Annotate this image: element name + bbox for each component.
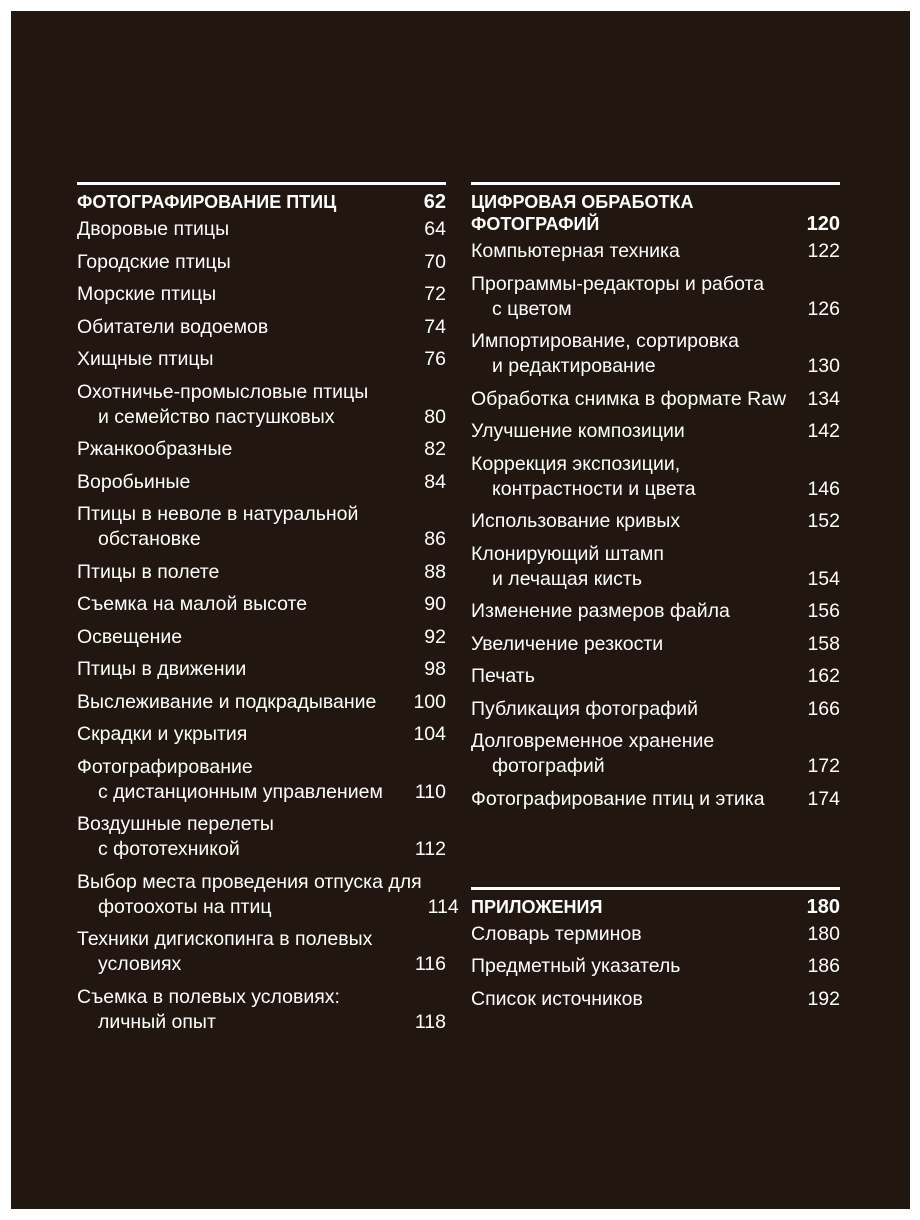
- toc-entry[interactable]: [471, 987, 840, 1012]
- entry-page-number: 116: [414, 953, 446, 975]
- entry-page-number: 100: [413, 690, 446, 713]
- entry-title: [471, 387, 786, 412]
- toc-entry[interactable]: [77, 380, 446, 430]
- entry-title: [77, 690, 376, 715]
- entry-title-line: Птицы в полете: [77, 560, 220, 583]
- toc-entry[interactable]: [77, 690, 446, 715]
- entry-title: [471, 922, 642, 947]
- toc-entry[interactable]: [77, 625, 446, 650]
- entry-title-line: Освещение: [77, 625, 183, 648]
- entry-title: [77, 502, 358, 552]
- toc-entry[interactable]: [471, 954, 840, 979]
- entry-title-line: Коррекция экспозиции,: [471, 452, 681, 475]
- entry-page-number: 134: [807, 387, 840, 410]
- entry-page-number: 76: [424, 348, 446, 370]
- entry-page-number: 90: [424, 593, 446, 615]
- entry-page-number: 82: [424, 438, 446, 460]
- entry-title-line: Дворовые птицы: [77, 218, 230, 240]
- entry-title: [471, 954, 680, 979]
- entry-title-line: Выслеживание и подкрадывание: [77, 690, 377, 713]
- toc-entry[interactable]: [471, 729, 840, 779]
- entry-title-continuation: и семейство пастушковых: [98, 405, 335, 428]
- entry-title-line: Хищные птицы: [77, 348, 214, 370]
- entry-title-line: Публикация фотографий: [471, 697, 699, 720]
- entry-title-line: Ржанкообразные: [77, 438, 233, 460]
- toc-entry[interactable]: [77, 722, 446, 747]
- section-title: ПРИЛОЖЕНИЯ: [471, 896, 603, 917]
- toc-entry[interactable]: [471, 387, 840, 412]
- entry-list: [471, 922, 840, 1012]
- entry-title: [471, 787, 765, 812]
- entry-page-number: 80: [424, 405, 446, 428]
- entry-title: [471, 987, 643, 1012]
- entry-title-line: Городские птицы: [77, 250, 231, 273]
- toc-entry[interactable]: [471, 542, 840, 592]
- entry-list: [471, 239, 840, 812]
- entry-page-number: 64: [424, 218, 446, 240]
- entry-title: [471, 329, 739, 379]
- section-heading: [471, 890, 840, 922]
- right-column: [471, 182, 840, 1019]
- entry-page-number: 114: [427, 895, 459, 918]
- entry-title-line: Изменение размеров файла: [471, 600, 730, 622]
- entry-title-line: Клонирующий штамп: [471, 542, 664, 565]
- entry-page-number: 130: [807, 355, 840, 377]
- entry-title: [77, 560, 219, 585]
- entry-page-number: 192: [807, 987, 840, 1010]
- entry-title: [471, 272, 764, 322]
- toc-entry[interactable]: [471, 922, 840, 947]
- toc-entry[interactable]: [77, 250, 446, 275]
- entry-title: [471, 664, 535, 689]
- entry-title-continuation: и редактирование: [492, 355, 656, 377]
- toc-entry[interactable]: [471, 509, 840, 534]
- entry-title: [77, 657, 246, 682]
- entry-title: [77, 250, 231, 275]
- entry-page-number: 74: [424, 315, 446, 338]
- toc-entry[interactable]: [77, 217, 446, 242]
- entry-title-line: Фотографирование птиц и этика: [471, 787, 765, 810]
- entry-title-continuation: условиях: [98, 953, 182, 975]
- entry-title-line: Фотографирование: [77, 755, 253, 778]
- toc-entry[interactable]: [471, 599, 840, 624]
- toc-entry[interactable]: [471, 697, 840, 722]
- entry-page-number: 92: [424, 625, 446, 648]
- entry-page-number: 112: [414, 838, 446, 860]
- entry-page-number: 118: [414, 1010, 446, 1033]
- entry-title-line: Печать: [471, 665, 535, 687]
- entry-title: [77, 380, 368, 430]
- toc-entry[interactable]: [77, 560, 446, 585]
- entry-title-line: Использование кривых: [471, 510, 681, 532]
- entry-title-line: Программы-редакторы и работа: [471, 272, 765, 295]
- entry-page-number: 104: [413, 723, 446, 745]
- entry-title-continuation: обстановке: [98, 528, 201, 550]
- entry-page-number: 174: [807, 787, 840, 810]
- entry-title-line: Увеличение резкости: [471, 632, 664, 655]
- entry-list: [77, 217, 459, 1035]
- contents-page: [11, 11, 910, 1209]
- entry-title-line: Воздушные перелеты: [77, 813, 274, 835]
- entry-title: [77, 722, 247, 747]
- entry-title-line: Съемка в полевых условиях:: [77, 985, 340, 1008]
- entry-title-line: Скрадки и укрытия: [77, 723, 248, 745]
- entry-title-continuation: личный опыт: [98, 1010, 216, 1033]
- entry-page-number: 70: [424, 250, 446, 273]
- toc-entry[interactable]: [77, 437, 446, 462]
- entry-title: [471, 632, 663, 657]
- entry-title: [471, 599, 730, 624]
- entry-title: [77, 985, 340, 1035]
- section-page-number: 62: [423, 191, 446, 213]
- toc-entry[interactable]: [77, 315, 446, 340]
- entry-title-continuation: контрастности и цвета: [492, 477, 696, 500]
- toc-entry[interactable]: [77, 282, 446, 307]
- entry-title: [77, 592, 307, 617]
- entry-page-number: 180: [807, 922, 840, 945]
- toc-entry[interactable]: [77, 470, 446, 495]
- toc-entry[interactable]: [471, 419, 840, 444]
- section-heading: [77, 185, 446, 217]
- entry-page-number: 154: [807, 567, 840, 590]
- toc-entry[interactable]: [77, 592, 446, 617]
- entry-title-continuation: фотографий: [492, 755, 605, 777]
- section-heading: [471, 185, 840, 239]
- entry-title: [77, 625, 182, 650]
- entry-page-number: 186: [807, 955, 840, 977]
- entry-title: [471, 452, 696, 502]
- entry-title: [77, 315, 268, 340]
- entry-title-line: Съемка на малой высоте: [77, 593, 308, 615]
- entry-title-continuation: и лечащая кисть: [492, 567, 643, 590]
- entry-title: [77, 437, 232, 462]
- section-page-number: 120: [806, 213, 840, 235]
- entry-title: [471, 729, 714, 779]
- toc-entry[interactable]: [471, 452, 840, 502]
- toc-entry[interactable]: [471, 787, 840, 812]
- entry-title-continuation: с цветом: [492, 297, 572, 320]
- toc-entry[interactable]: [471, 632, 840, 657]
- entry-title-line: Предметный указатель: [471, 955, 681, 977]
- entry-title-line: Морские птицы: [77, 283, 217, 305]
- entry-title: [77, 282, 216, 307]
- entry-title-line: Выбор места проведения отпуска для: [77, 870, 422, 893]
- entry-title: [471, 542, 664, 592]
- entry-title-line: Импортирование, сортировка: [471, 330, 739, 352]
- entry-title-line: Компьютерная техника: [471, 240, 680, 262]
- entry-title-line: Птицы в неволе в натуральной: [77, 503, 359, 525]
- entry-title: [77, 470, 190, 495]
- entry-title: [77, 217, 229, 242]
- toc-entry[interactable]: [77, 870, 459, 920]
- toc-entry[interactable]: [471, 272, 840, 322]
- section-appendices: [471, 887, 840, 1012]
- section-title: ЦИФРОВАЯ ОБРАБОТКА ФОТОГРАФИЙ: [471, 192, 694, 234]
- toc-entry[interactable]: [77, 502, 446, 552]
- entry-title-line: Воробьиные: [77, 470, 191, 493]
- entry-title-line: Список источников: [471, 987, 643, 1010]
- section-page-number: 180: [806, 895, 840, 918]
- section-digital-processing: [471, 182, 840, 812]
- toc-entry[interactable]: [77, 657, 446, 682]
- entry-page-number: 158: [807, 632, 840, 655]
- entry-title-continuation: с дистанционным управлением: [98, 780, 383, 803]
- entry-title-line: Словарь терминов: [471, 922, 642, 945]
- toc-entry[interactable]: [77, 927, 446, 977]
- entry-page-number: 88: [424, 560, 446, 583]
- entry-page-number: 152: [807, 510, 840, 532]
- entry-title: [77, 870, 422, 920]
- entry-page-number: 166: [807, 697, 840, 720]
- entry-page-number: 86: [424, 528, 446, 550]
- entry-title: [471, 239, 680, 264]
- toc-entry[interactable]: [77, 755, 446, 805]
- toc-entry[interactable]: [77, 985, 446, 1035]
- entry-page-number: 146: [807, 477, 840, 500]
- section-bird-photography: [77, 182, 459, 1035]
- entry-title: [77, 927, 372, 977]
- entry-title-line: Птицы в движении: [77, 658, 247, 680]
- entry-page-number: 142: [807, 420, 840, 442]
- toc-entry[interactable]: [471, 239, 840, 264]
- entry-title-continuation: с фототехникой: [98, 838, 240, 860]
- entry-page-number: 98: [424, 658, 446, 680]
- left-column: [77, 182, 459, 1042]
- entry-page-number: 110: [414, 780, 446, 803]
- toc-entry[interactable]: [77, 347, 446, 372]
- entry-title-line: Долговременное хранение: [471, 730, 715, 752]
- entry-title: [77, 347, 214, 372]
- entry-title-line: Охотничье-промысловые птицы: [77, 380, 369, 403]
- entry-title-line: Улучшение композиции: [471, 420, 685, 442]
- toc-entry[interactable]: [77, 812, 446, 862]
- entry-page-number: 172: [807, 755, 840, 777]
- entry-title: [77, 812, 274, 862]
- entry-title-line: Техники дигископинга в полевых: [77, 928, 373, 950]
- toc-entry[interactable]: [471, 329, 840, 379]
- entry-page-number: 156: [807, 600, 840, 622]
- entry-title: [471, 419, 685, 444]
- entry-page-number: 122: [807, 240, 840, 262]
- entry-title-line: Обитатели водоемов: [77, 315, 269, 338]
- entry-title: [471, 697, 698, 722]
- entry-title: [471, 509, 680, 534]
- entry-page-number: 126: [807, 297, 840, 320]
- entry-page-number: 162: [807, 665, 840, 687]
- entry-title-line: Обработка снимка в формате Raw: [471, 387, 787, 410]
- entry-title-continuation: фотоохоты на птиц: [98, 895, 272, 918]
- entry-page-number: 72: [424, 283, 446, 305]
- entry-title: [77, 755, 383, 805]
- toc-entry[interactable]: [471, 664, 840, 689]
- entry-page-number: 84: [424, 470, 446, 493]
- section-title: ФОТОГРАФИРОВАНИЕ ПТИЦ: [77, 192, 337, 212]
